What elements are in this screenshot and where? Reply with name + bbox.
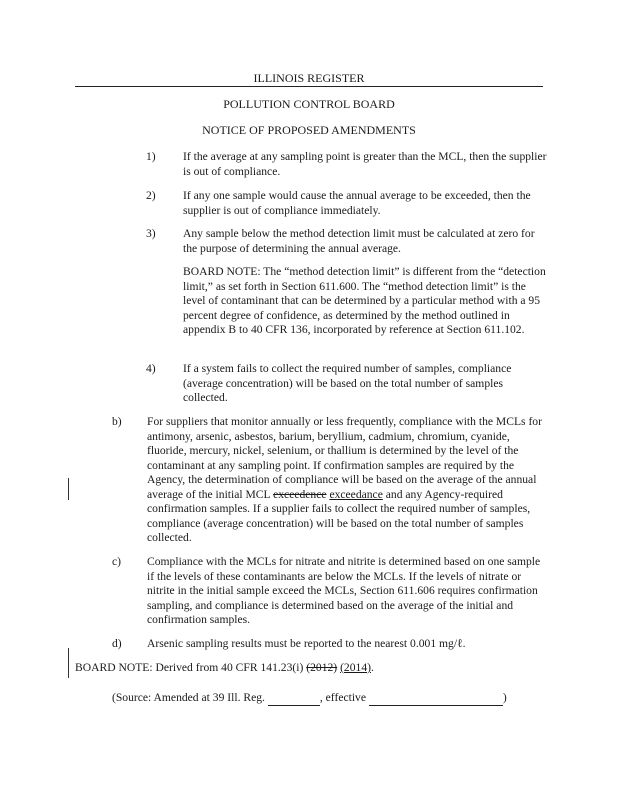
item-1-text: If the average at any sampling point is greater than the MCL, then the supplier is out of compliance.: [183, 150, 547, 178]
revision-bar-b: [68, 478, 69, 500]
effective-date-blank: [369, 693, 503, 706]
subsection-b-text: [147, 415, 549, 546]
item-3-board-note: BOARD NOTE: The “method detection limit” is different from the “detection limit,” as set forth in Section 611.600. The “method detection limit” is the level of contaminant that can be determined by a particular method with a 95 percent degree of confidence, as determined by the method outlined in appendix B to 40 CFR 136, incorporated by reference at Section 611.102.: [183, 265, 546, 336]
item-4-text: If a system fails to collect the required number of samples, compliance (average concentration) will be based on the total number of samples collected.: [183, 362, 512, 404]
subsection-d-letter: d): [112, 637, 122, 650]
board-note: [75, 661, 545, 676]
revision-bar-note: [68, 648, 69, 678]
source-prefix: (Source: Amended at 39 Ill. Reg.: [112, 691, 265, 704]
subsection-c-text: Compliance with the MCLs for nitrate and nitrite is determined based on one sample if the levels of these contaminants are below the MCLs. If the levels of nitrate or nitrite in the initial sample exceed the MCLs, Section 611.606 requires confirmation sampling, and compliance is determined based on the average of the initial and confirmation samples.: [147, 555, 541, 626]
item-2-number: 2): [146, 189, 156, 202]
subsection-b-inserted-word: exceedance: [329, 487, 383, 501]
subsection-c-letter: c): [112, 555, 122, 568]
subsection-b-text-after: and any Agency-required confirmation samples. If a supplier fails to collect the required number of samples, compliance (average concentration) will be based on the total number of samples collected.: [147, 487, 531, 544]
board-note-inserted-year: (2014): [340, 661, 371, 674]
source-suffix: ): [502, 691, 507, 704]
item-3-number: 3): [146, 227, 156, 240]
notice-title: NOTICE OF PROPOSED AMENDMENTS: [202, 123, 416, 137]
item-2-text: If any one sample would cause the annual average to be exceeded, then the supplier is out of compliance immediately.: [183, 189, 531, 217]
board-note-struck-year: (2012): [306, 661, 338, 674]
subsection-b-struck-word: exceedence: [273, 487, 327, 501]
register-number-blank: [268, 693, 320, 706]
source-line: [112, 691, 542, 706]
subsection-b-letter: b): [112, 415, 122, 428]
item-4-number: 4): [146, 362, 156, 375]
register-title: ILLINOIS REGISTER: [253, 71, 365, 85]
board-note-suffix: .: [370, 661, 374, 674]
subsection-d-text: Arsenic sampling results must be reported to the nearest 0.001 mg/ℓ.: [147, 637, 466, 650]
item-3-text: Any sample below the method detection limit must be calculated at zero for the purpose of determining the annual average.: [183, 227, 535, 255]
subsection-b-text-before: For suppliers that monitor annually or less frequently, compliance with the MCLs for antimony, arsenic, asbestos, barium, beryllium, cadmium, chromium, cyanide, fluoride, mercury, nickel, selenium, or thallium is determined by the level of the contaminant at any sampling point. If confirmation samples are required by the Agency, the determination of compliance will be based on the average of the annual average of the initial MCL: [147, 415, 542, 501]
item-1-number: 1): [146, 150, 156, 163]
board-name: POLLUTION CONTROL BOARD: [223, 97, 395, 111]
register-header: [75, 71, 543, 87]
source-middle: , effective: [319, 691, 366, 704]
board-note-prefix: BOARD NOTE: Derived from 40 CFR 141.23(i): [75, 661, 304, 674]
